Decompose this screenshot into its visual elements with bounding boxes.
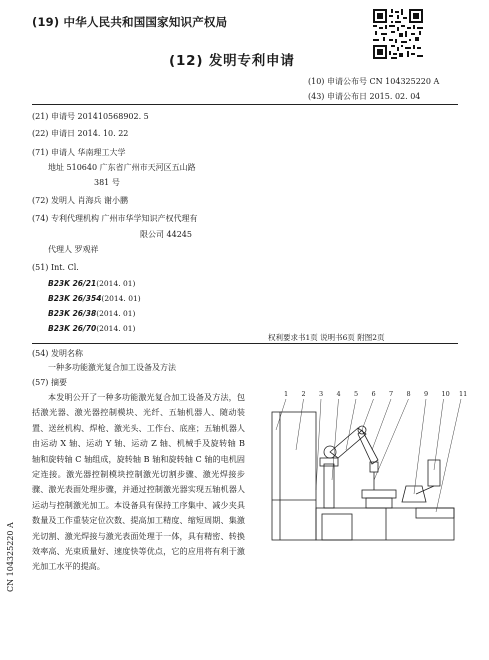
page-count-line: 权利要求书1页 说明书6页 附图2页	[268, 333, 385, 342]
figure-leader-line	[436, 399, 461, 512]
agency-line-1: (74) 专利代理机构 广州市华学知识产权代理有	[32, 214, 198, 223]
invention-title: 一种多功能激光复合加工设备及方法	[48, 363, 176, 372]
abstract-label: (57) 摘要	[32, 378, 67, 387]
figure-leader-line	[332, 399, 339, 480]
address-line-1: 地址 510640 广东省广州市天河区五山路	[48, 163, 196, 172]
office-header: (19) 中华人民共和国国家知识产权局	[32, 15, 228, 29]
publication-date: (43) 申请公布日 2015. 02. 04	[308, 92, 421, 101]
figure-label-10: 10	[441, 390, 450, 398]
publication-number: (10) 申请公布号 CN 104325220 A	[308, 77, 440, 86]
figure-leader-line	[434, 399, 444, 470]
figure-label-6: 6	[371, 390, 376, 398]
ipc-entry: B23K 26/354(2014. 01)	[48, 294, 141, 303]
application-number: (21) 申请号 201410568902. 5	[32, 112, 149, 121]
figure-label-1: 1	[284, 390, 289, 398]
figure-label-8: 8	[406, 390, 411, 398]
mid-divider	[32, 343, 458, 344]
figure-leader-line	[296, 399, 304, 450]
figure-label-4: 4	[336, 390, 341, 398]
agency-line-2: 限公司 44245	[140, 230, 192, 239]
figure-leader-line	[374, 399, 409, 480]
qr-code-icon	[373, 9, 423, 59]
ipc-entry: B23K 26/21(2014. 01)	[48, 279, 136, 288]
document-type: (12) 发明专利申请	[169, 53, 295, 69]
figure-label-3: 3	[319, 390, 324, 398]
figure-label-2: 2	[301, 390, 306, 398]
abstract-text: 本发明公开了一种多功能激光复合加工设备及方法，包括激光器、激光器控制模块、光纤、五轴机器人、随动装置、送丝机构、焊枪、激光头、工作台、底座；五轴机器人由运动 X 轴、运动 Y 轴、运动 Z 轴、机械手及旋转轴 B 轴和旋转轴 C 轴组成，旋转轴 B 轴和旋转轴 C 轴的电机固定连接。激光器控制模块控制激光切割步骤、激光焊接步骤、激光表面处理步骤，并通过控制激光器实现五轴机器人运动与控制激光加工。本设备具有保持工序集中、减少夹具数量及工作重装定位次数、提高加工精度、缩短周期、集激光切割、激光焊接与激光表面处理于一体，具有精密、转换效率高、光束质量好、速度快等优点，它的应用将有利于激光加工水平的提高。	[32, 392, 245, 572]
figure-label-7: 7	[389, 390, 394, 398]
side-publication-code: CN 104325220 A	[6, 522, 15, 592]
header-divider	[32, 104, 458, 105]
ipc-entry: B23K 26/38(2014. 01)	[48, 309, 136, 318]
int-cl-label: (51) Int. Cl.	[32, 263, 79, 272]
figure-leader-line	[372, 399, 391, 450]
figure-label-11: 11	[459, 390, 468, 398]
application-date: (22) 申请日 2014. 10. 22	[32, 129, 129, 138]
figure-leader-line	[316, 399, 321, 490]
figure-leader-line	[362, 399, 374, 430]
address-line-2: 381 号	[94, 178, 120, 187]
figure-leader-line	[276, 399, 286, 430]
ipc-entry: B23K 26/70(2014. 01)	[48, 324, 136, 333]
figure-label-5: 5	[354, 390, 359, 398]
agent: 代理人 罗观祥	[48, 245, 99, 254]
inventors: (72) 发明人 肖海兵 谢小鹏	[32, 196, 129, 205]
figure-leader-line	[346, 399, 356, 450]
figure-label-9: 9	[424, 390, 429, 398]
title-label: (54) 发明名称	[32, 349, 83, 358]
figure-leader-line	[414, 399, 426, 494]
applicant: (71) 申请人 华南理工大学	[32, 148, 126, 157]
abstract-figure	[266, 390, 486, 550]
